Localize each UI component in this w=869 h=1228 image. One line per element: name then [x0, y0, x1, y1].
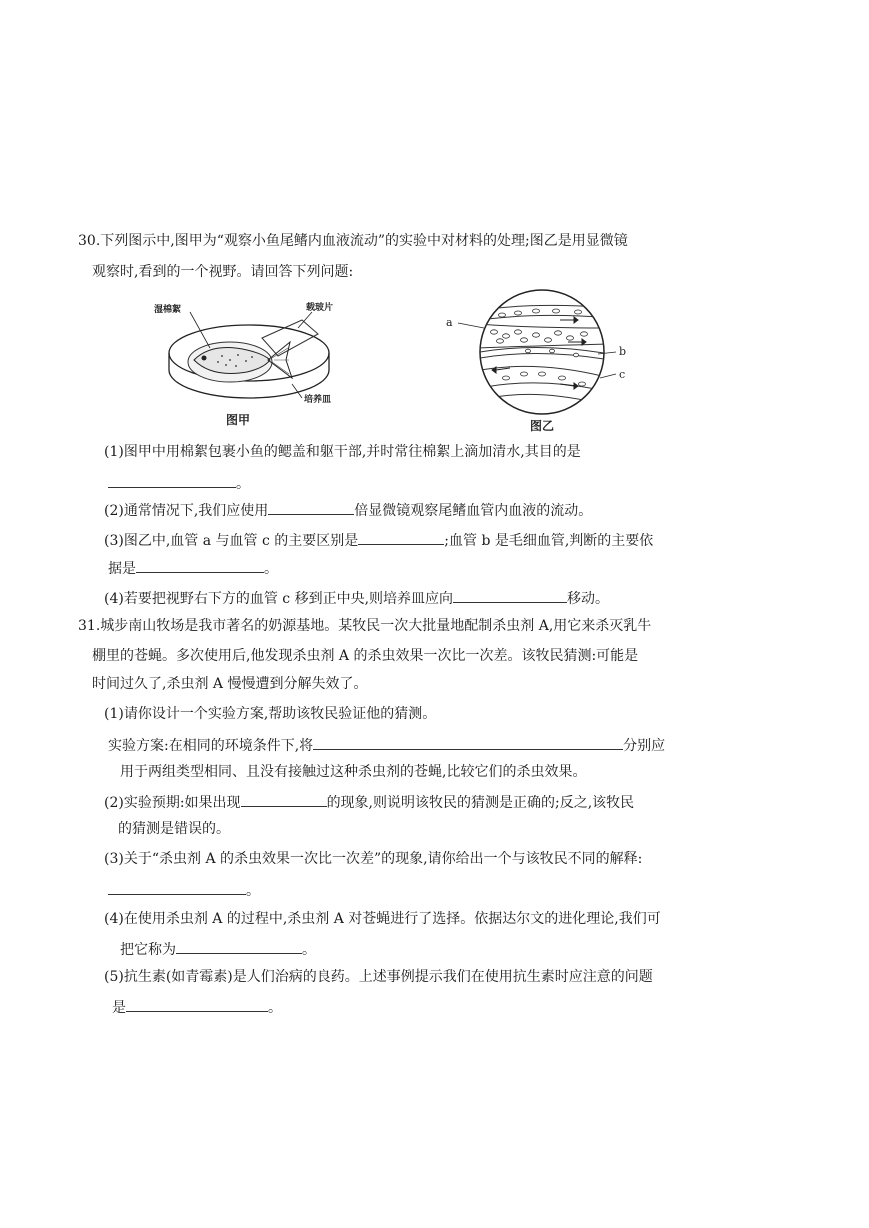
q30-sub2-end: 倍显微镜观察尾鳍血管内血液的流动。 [354, 503, 593, 519]
answer-blank[interactable] [176, 939, 302, 954]
q31-sub5-line2 [112, 997, 282, 1017]
q31-sub1: (1)请你设计一个实验方案,帮助该牧民验证他的猜测。 [104, 706, 437, 722]
q30-sub3-start: (3)图乙中,血管 a 与血管 c 的主要区别是 [104, 533, 359, 549]
slide-label: 载玻片 [306, 303, 334, 313]
answer-blank[interactable] [108, 473, 236, 488]
q30-sub3-mid: ;血管 b 是毛细血管,判断的主要依 [444, 533, 654, 549]
q30-stem-line1: 30.下列图示中,图甲为“观察小鱼尾鳍内血液流动”的实验中对材料的处理;图乙是用显微镜 [78, 233, 628, 249]
wet-cotton-label: 湿棉絮 [154, 305, 182, 315]
q30-sub4 [104, 588, 609, 608]
q31-sub4-line2-end: 。 [302, 942, 316, 958]
figure-yi [440, 288, 640, 436]
answer-blank[interactable] [358, 530, 444, 545]
q31-plan-start: 实验方案:在相同的环境条件下,将 [108, 738, 314, 754]
q31-sub2-start: (2)实验预期:如果出现 [104, 795, 241, 811]
q31-plan-line1 [108, 735, 665, 755]
answer-blank[interactable] [313, 735, 623, 750]
q30-sub3-line2 [108, 558, 278, 578]
q31-sub5-line2-start: 是 [112, 1000, 126, 1016]
q31-sub5-line2-end: 。 [268, 1000, 282, 1016]
answer-blank[interactable] [126, 997, 268, 1012]
q31-sub4-line2-start: 把它称为 [120, 942, 176, 958]
q30-sub1-end: 。 [236, 476, 250, 492]
q31-sub2-end: 的现象,则说明该牧民的猜测是正确的;反之,该牧民 [326, 795, 635, 811]
q31-sub4-line1: (4)在使用杀虫剂 A 的过程中,杀虫剂 A 对苍蝇进行了选择。依据达尔文的进化理论,我们可 [104, 911, 661, 927]
q31-plan-end: 分别应 [623, 738, 666, 754]
q31-sub3-line2 [108, 880, 260, 900]
vessel-b-label: b [619, 345, 627, 358]
answer-blank[interactable] [241, 792, 327, 807]
q31-sub2-line1 [104, 792, 634, 812]
dish-label: 培养皿 [304, 395, 332, 405]
fig-jia-caption: 图甲 [226, 413, 251, 427]
q30-sub1-line1: (1)图甲中用棉絮包裹小鱼的鳃盖和躯干部,并时常往棉絮上滴加清水,其目的是 [104, 444, 581, 460]
q31-sub3-end: 。 [246, 883, 260, 899]
answer-blank[interactable] [453, 588, 567, 603]
q31-stem-line3: 时间过久了,杀虫剂 A 慢慢遭到分解失效了。 [92, 676, 368, 692]
q30-sub3-line2-start: 据是 [108, 561, 136, 577]
answer-blank[interactable] [108, 880, 246, 895]
q31-sub2-line2: 的猜测是错误的。 [118, 821, 230, 837]
q30-sub4-end: 移动。 [567, 591, 610, 607]
fig-yi-caption: 图乙 [530, 419, 555, 433]
q30-sub2 [104, 500, 592, 520]
vessel-a-label: a [446, 316, 453, 329]
q31-stem-line2: 棚里的苍蝇。多次使用后,他发现杀虫剂 A 的杀虫效果一次比一次差。该牧民猜测:可能是 [92, 648, 639, 664]
q31-stem-line1: 31.城步南山牧场是我市著名的奶源基地。某牧民一次大批量地配制杀虫剂 A,用它来杀灭乳牛 [78, 618, 652, 634]
q30-sub3-line1 [104, 530, 653, 550]
q30-sub1-line2 [108, 473, 250, 493]
q31-sub4-line2 [120, 939, 316, 959]
q30-sub3-line2-end: 。 [264, 561, 278, 577]
figure-jia [152, 298, 342, 433]
q31-sub3-line1: (3)关于“杀虫剂 A 的杀虫效果一次比一次差”的现象,请你给出一个与该牧民不同的解释: [104, 851, 643, 867]
answer-blank[interactable] [268, 500, 354, 515]
q30-stem-line2: 观察时,看到的一个视野。请回答下列问题: [92, 264, 354, 280]
q30-sub4-start: (4)若要把视野右下方的血管 c 移到正中央,则培养皿应向 [104, 591, 454, 607]
vessel-c-label: c [619, 368, 626, 381]
answer-blank[interactable] [136, 558, 264, 573]
q31-plan-line2: 用于两组类型相同、且没有接触过这种杀虫剂的苍蝇,比较它们的杀虫效果。 [120, 764, 587, 780]
q31-sub5-line1: (5)抗生素(如青霉素)是人们治病的良药。上述事例提示我们在使用抗生素时应注意的问题 [104, 969, 653, 985]
q30-sub2-start: (2)通常情况下,我们应使用 [104, 503, 269, 519]
